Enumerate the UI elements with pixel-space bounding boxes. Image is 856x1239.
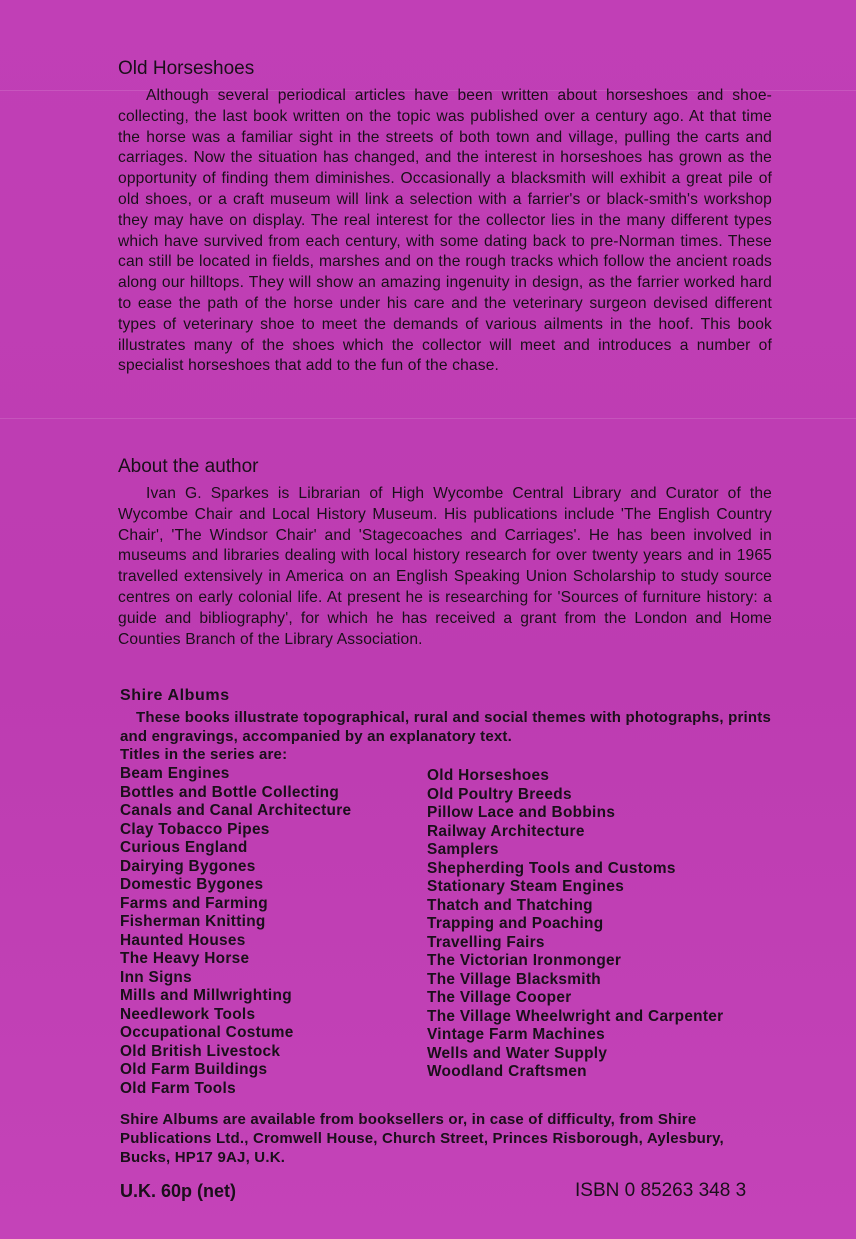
isbn-number: ISBN 0 85263 348 3 (575, 1180, 747, 1201)
series-title: Fisherman Knitting (120, 913, 266, 930)
series-title: Pillow Lace and Bobbins (427, 804, 616, 821)
series-title: Railway Architecture (427, 822, 585, 840)
paper-crease (0, 418, 856, 419)
series-title: Thatch and Thatching (427, 896, 593, 914)
series-title: Haunted Houses (120, 931, 246, 949)
series-title: The Heavy Horse (120, 950, 250, 967)
availability-notice: Shire Albums are available from booksellers or, in case of difficulty, from Shire Publications Ltd., Cromwell House, Church Street, Princes Risborough, Aylesbury, Bucks, HP17 9AJ, U.K. (120, 1111, 724, 1166)
series-title: Dairying Bygones (120, 857, 256, 875)
series-title: Clay Tobacco Pipes (120, 820, 270, 838)
series-title: Old Farm Buildings (120, 1061, 268, 1078)
about-author-description: Ivan G. Sparkes is Librarian of High Wycombe Central Library and Curator of the Wycombe Chair and Local History Museum. His publications include 'The English Country Chair', 'The Windsor Chair' and 'Stagecoaches and Carriages'. He has been involved in museums and libraries dealing with local history research for over twenty years and in 1965 travelled extensively in America on an English Speaking Union Scholarship to study source centres on early colonial life. At present he is researching for 'Sources of furniture history: a guide and bibliography', for which he has received a grant from the London and Home Counties Branch of the Library Association. (118, 485, 772, 648)
series-title: Beam Engines (120, 765, 230, 782)
series-title: Bottles and Bottle Collecting (120, 783, 340, 801)
series-titles-left-column (120, 765, 351, 1098)
section-title-old-horseshoes: Old Horseshoes (118, 58, 255, 79)
series-title: The Village Wheelwright and Carpenter (427, 1007, 724, 1025)
series-titles-right-column (427, 767, 723, 1082)
series-title: Old Horseshoes (427, 767, 550, 784)
series-title: Woodland Craftsmen (427, 1063, 587, 1080)
price-label: U.K. 60p (net) (120, 1181, 237, 1201)
series-title: Old Farm Tools (120, 1079, 236, 1097)
series-title: Farms and Farming (120, 894, 268, 912)
section-title-shire-albums: Shire Albums (120, 687, 230, 704)
series-title: Old Poultry Breeds (427, 785, 572, 803)
shire-albums-intro: These books illustrate topographical, rural and social themes with photographs, prints and engravings, accompanied by an explanatory text. (120, 709, 771, 745)
series-title: Curious England (120, 839, 248, 856)
series-title: Inn Signs (120, 968, 192, 986)
old-horseshoes-description: Although several periodical articles have been written about horseshoes and shoe-collecting, the last book written on the topic was published over a century ago. At that time the horse was a familiar sight in the streets of both town and village, pulling the carts and carriages. Now the situation has changed, and the interest in horseshoes has grown as the opportunity of finding them diminishes. Occasionally a blacksmith will exhibit a great pile of old shoes, or a craft museum will link a selection with a farrier's or black-smith's workshop they may have on display. The real interest for the collector lies in the many different types which have survived from each century, with some dating back to pre-Norman times. These can still be located in fields, marshes and on the rough tracks which follow the ancient roads along our hilltops. They will show an amazing ingenuity in design, as the farrier worked hard to ease the path of the horse under his care and the veterinary surgeon devised different types of veterinary shoe to meet the demands of various ailments in the hoof. This book illustrates many of the shoes which the collector will meet and introduces a number of specialist horseshoes that add to the fun of the chase. (118, 87, 772, 375)
series-title: Stationary Steam Engines (427, 878, 625, 895)
series-title: The Victorian Ironmonger (427, 952, 622, 969)
series-title: Shepherding Tools and Customs (427, 859, 676, 877)
series-title: Travelling Fairs (427, 933, 545, 951)
series-title: Trapping and Poaching (427, 915, 604, 932)
series-title: Old British Livestock (120, 1042, 281, 1060)
series-title: Samplers (427, 841, 499, 858)
series-title: Domestic Bygones (120, 876, 264, 893)
series-title: Wells and Water Supply (427, 1044, 608, 1062)
series-title: Occupational Costume (120, 1024, 294, 1041)
series-title: The Village Cooper (427, 989, 572, 1006)
series-title: Vintage Farm Machines (427, 1026, 605, 1043)
series-title: Needlework Tools (120, 1005, 256, 1023)
section-title-about-author: About the author (118, 456, 259, 477)
series-title: Canals and Canal Architecture (120, 802, 352, 819)
series-titles-label: Titles in the series are: (120, 746, 288, 763)
series-title: Mills and Millwrighting (120, 987, 292, 1004)
series-title: The Village Blacksmith (427, 970, 601, 988)
